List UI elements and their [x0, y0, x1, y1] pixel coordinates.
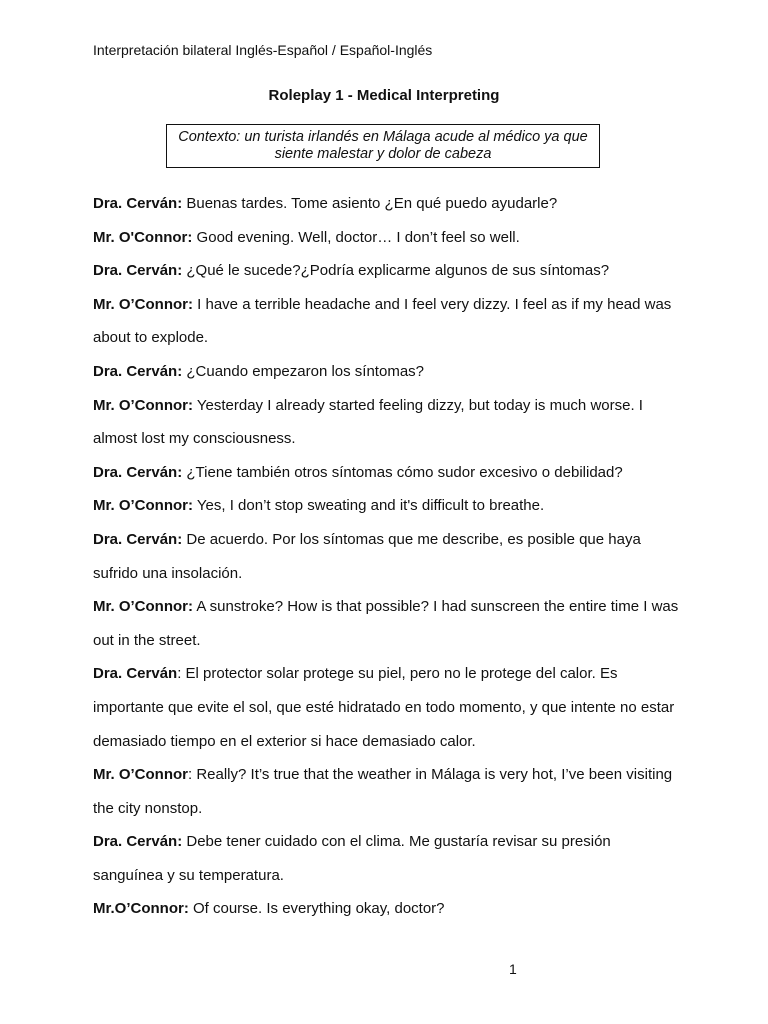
dialogue-line [93, 825, 683, 892]
speaker-name: Mr. O’Connor: [93, 598, 193, 616]
speaker-name: Mr. O’Connor: [93, 295, 193, 313]
dialogue [93, 187, 683, 926]
speaker-name: Dra. Cerván: [93, 463, 183, 481]
dialogue-line [93, 523, 683, 590]
line-text: A sunstroke? How is that possible? I had sunscreen the entire time I was out in the street. [93, 598, 679, 649]
line-text: Yesterday I already started feeling dizzy, but today is much worse. I almost lost my consciousness. [93, 396, 643, 448]
line-text: Of course. Is everything okay, doctor? [188, 900, 445, 918]
speaker-name: Mr. O’Connor: [93, 497, 193, 515]
line-text: Buenas tardes. Tome asiento ¿En qué puedo ayudarle? [182, 195, 558, 212]
line-text: Debe tener cuidado con el clima. Me gustaría revisar su presión sanguínea y su temperatura. [93, 833, 611, 884]
page-number: 1 [509, 961, 517, 977]
speaker-name: Dra. Cerván: [93, 833, 183, 851]
line-text: I have a terrible headache and I feel very dizzy. I feel as if my head was about to explode. [93, 295, 672, 347]
dialogue-line [93, 254, 683, 288]
dialogue-line [93, 590, 683, 657]
dialogue-line [93, 288, 683, 355]
speaker-name: Dra. Cerván: [93, 362, 183, 380]
dialogue-line [93, 657, 683, 758]
dialogue-line [93, 456, 683, 490]
dialogue-line [93, 892, 683, 926]
dialogue-line [93, 187, 683, 221]
dialogue-line [93, 355, 683, 389]
dialogue-line [93, 221, 683, 255]
line-text: ¿Tiene también otros síntomas cómo sudor excesivo o debilidad? [182, 463, 623, 481]
speaker-name: Dra. Cerván: [93, 262, 183, 280]
speaker-name: Mr. O’Connor [93, 766, 188, 784]
line-text: : El protector solar protege su piel, pero no le protege del calor. Es importante que evite el sol, que esté hidratado en todo momento, y que intente no estar demasiado tiempo en el exterior si hace demasiado calor. [93, 665, 675, 750]
dialogue-line [93, 489, 683, 523]
speaker-name: Dra. Cerván [93, 665, 178, 683]
line-text: ¿Qué le sucede?¿Podría explicarme algunos de sus síntomas? [182, 262, 610, 280]
line-text: Good evening. Well, doctor… I don’t feel so well. [192, 228, 520, 246]
document-title: Roleplay 1 - Medical Interpreting [268, 87, 500, 104]
page-header: Interpretación bilateral Inglés-Español / Español-Inglés [93, 42, 433, 58]
dialogue-line [93, 758, 683, 825]
speaker-name: Mr.O’Connor: [93, 900, 189, 918]
context-box [166, 124, 600, 168]
line-text: : Really? It’s true that the weather in Málaga is very hot, I’ve been visiting the city nonstop. [93, 766, 673, 817]
speaker-name: Dra. Cerván: [93, 530, 183, 548]
line-text: Yes, I don’t stop sweating and it's difficult to breathe. [193, 497, 545, 515]
speaker-name: Mr. O’Connor: [93, 396, 193, 414]
speaker-name: Dra. Cerván: [93, 195, 183, 212]
line-text: De acuerdo. Por los síntomas que me describe, es posible que haya sufrido una insolación. [93, 530, 641, 582]
speaker-name: Mr. O'Connor: [93, 228, 193, 246]
line-text: ¿Cuando empezaron los síntomas? [182, 362, 424, 380]
context-text: Contexto: un turista irlandés en Málaga acude al médico ya que siente malestar y dolor de cabeza [178, 129, 588, 162]
dialogue-line [93, 389, 683, 456]
